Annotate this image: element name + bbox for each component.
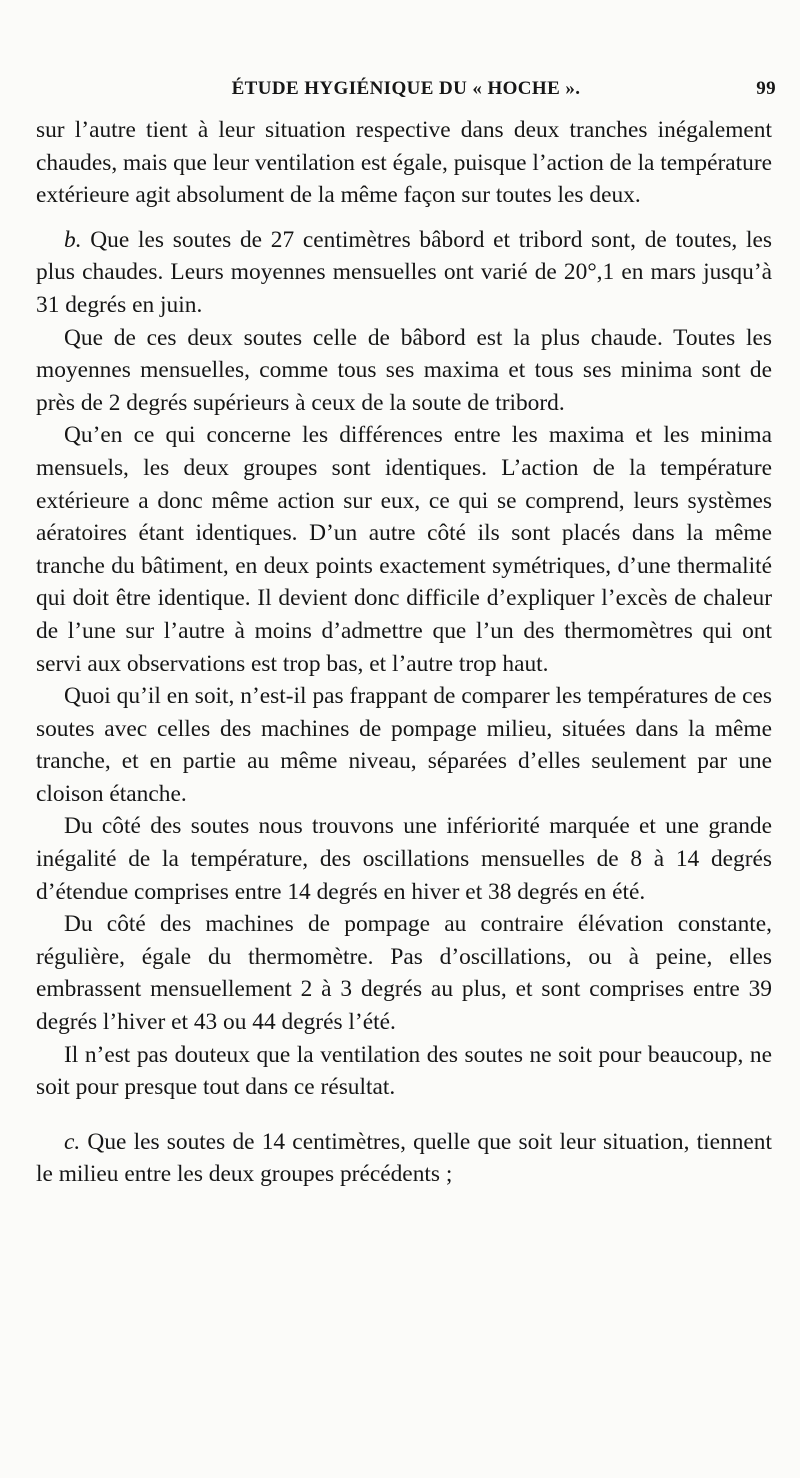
paragraph-text: Que les soutes de 27 centimètres bâbord et tribord sont, de toutes, les plus chaudes. Leurs moyennes mensuelles ont varié de 20°,1 en mars jusqu’à 31 degrés en juin. [36, 226, 772, 318]
paragraph-text: Que les soutes de 14 centimètres, quelle que soit leur situation, tiennent le milieu entre les deux groupes précédents ; [36, 1128, 772, 1188]
paragraph-text: Du côté des soutes nous trouvons une infériorité marquée et une grande inégalité de la température, des oscillations mensuelles de 8 à 14 degrés d’étendue comprises entre 14 degrés en hiver et 38 degrés en été. [36, 813, 772, 905]
list-marker: b. [64, 226, 82, 253]
page-number: 99 [756, 78, 776, 99]
running-header [36, 78, 776, 102]
paragraph-text: Quoi qu’il en soit, n’est-il pas frappant de comparer les températures de ces soutes avec celles des machines de pompage milieu, situées dans la même tranche, et en partie au même niveau, séparées d’elles seulement par une cloison étanche. [36, 683, 772, 807]
body-text [36, 114, 772, 1191]
paragraph [36, 1039, 772, 1104]
paragraph [36, 908, 772, 1038]
paragraph-text: Du côté des machines de pompage au contraire élévation constante, régulière, égale du thermomètre. Pas d’oscillations, ou à peine, elles embrassent mensuellement 2 à 3 degrés au plus, et sont comprises entre 39 degrés l’hiver et 43 ou 44 degrés l’été. [36, 911, 772, 1036]
paragraph-text: Que de ces deux soutes celle de bâbord est la plus chaude. Toutes les moyennes mensuelles, comme tous ses maxima et tous ses minima sont de près de 2 degrés supérieurs à ceux de la soute de tribord. [36, 324, 772, 416]
paragraph [36, 114, 772, 212]
paragraph-text: sur l’autre tient à leur situation respective dans deux tranches inégalement chaudes, mais que leur ventilation est égale, puisque l’action de la température extérieure agit absolument de la même façon sur toutes les deux. [36, 117, 772, 209]
paragraph-text: Il n’est pas douteux que la ventilation des soutes ne soit pour beaucoup, ne soit pour presque tout dans ce résultat. [36, 1041, 772, 1101]
paragraph [36, 680, 772, 810]
running-title: ÉTUDE HYGIÉNIQUE DU « HOCHE ». [231, 78, 581, 99]
paragraph [36, 224, 772, 322]
paragraph-text: Qu’en ce qui concerne les différences entre les maxima et les minima mensuels, les deux groupes sont identiques. L’action de la température extérieure a donc même action sur eux, ce qui se comprend, leurs systèmes aératoires étant identiques. D’un autre côté ils sont placés dans la même tranche du bâtiment, en deux points exactement symétriques, d’une thermalité qui doit être identique. Il devient donc difficile d’expliquer l’excès de chaleur de l’une sur l’autre à moins d’admettre que l’un des thermomètres qui ont servi aux observations est trop bas, et l’autre trop haut. [36, 422, 772, 677]
list-marker: c. [64, 1128, 81, 1155]
paragraph [36, 322, 772, 420]
paragraph [36, 810, 772, 908]
paragraph [36, 419, 772, 680]
paragraph [36, 1126, 772, 1191]
